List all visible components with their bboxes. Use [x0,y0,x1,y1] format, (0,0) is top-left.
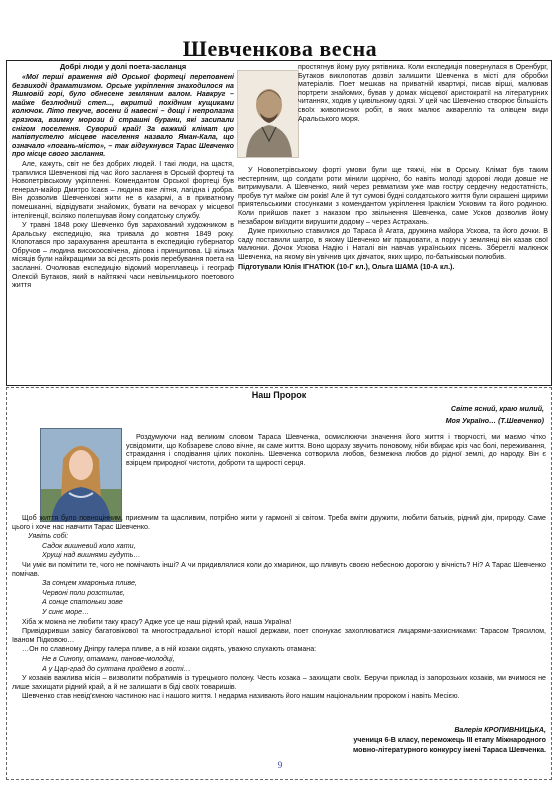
article1-right-column-top [238,63,548,124]
poem-line: Не в Синопу, отамани, панове-молодці, [42,654,175,663]
author-photo-image [40,428,122,522]
article2-paragraph: …Он по славному Дніпру галера пливе, а в ній козаки сидять, уважно слухають отамана: [22,645,317,654]
article2-paragraph: Щоб життя було повноцінним, приємним та щасливим, потрібно жити у гармонії зі світом. Треба вміти дружити, любити батьків, рідний дім, природу. Саме цього і хоче нас навчити Тарас Шевченко. [12,514,546,531]
article2-paragraph: Роздумуючи над великим словом Тараса Шевченка, осмислюючи значення його життя і творчості, ми маємо чітко усвідомити, що Кобзареве слово вічне, як саме життя. Воно щоразу звучить поновому, ніби вбирає кріз час болі, переживання, страждання і сподівання цілих поколінь. Шевченка сотворила любов, безмежна любов до рідної землі, до народу. Він є взірцем природної чистоти, доброти та щирості серця. [126,433,546,467]
article1-quote: «Мої перші враження від Орської фортеці переповнені безвиході драматизмом. Орське укріплення знаходилося на Яшмовій горі, було обнесене земляним валом. Навкруг – майже безлюдний степ..., вкритий похідним кущиками колючок. Літо пекуче, восени й навесні – дощі і непролазна грязюка, взимку морози й страшні бурани, які засипали снігом поселення. Суворий край! За важкий клімат цю напівпустелю місцеве населення назвало Яман-Кала, що означало «погань-місто», – так відгукнувся Тарас Шевченко про місце свого заслання. [12,73,234,159]
poem-line: У синє море… [42,607,90,616]
poem-line: За сонцем хмаронька пливе, [42,579,137,588]
article1-right-column [238,166,548,272]
article2-author-info: мовно-літературного конкурсу імені Тараса Шевченка. [353,746,546,754]
article2-paragraph: Привідкривши завісу багатовікової та многострадальної історії нашої держави, поет спонукає захоплюватися лицарями-захисниками: Тарасом Трясилом, Іваном Підковою… [12,627,546,644]
article2-epigraph-line1: Світе ясний, краю милий, [450,405,544,413]
article1-paragraph: Дуже прихильно ставилися до Тараса й Агата, дружина майора Ускова, та його дочки. В саду поставили шатро, в якому Шевченко міг працювати, а поруч у землянці він казав свої малюнки. Дочок Ускова Надію і Наталі він навчав українських пісень. Збереглі малюнок Шевченка, на якому він увічнив цих дівчаток, яких щиро, по-батьківськи полюбив. [238,227,548,261]
page-title: Шевченкова весна [182,36,378,61]
article2-intro [126,433,546,468]
article2-author-info: учениця 6-В класу, переможець ІІІ етапу Міжнародного [353,736,546,744]
article2-epigraph-line2: Моя Україно… (Т.Шевченко) [445,417,544,425]
article1-left-column [12,73,234,291]
page-number: 9 [277,760,283,770]
article2-heading: Наш Пророк [251,390,307,400]
poem-line: Садок вишневий коло хати, [42,541,136,550]
poem-line: А у Цар-град до султана проїдемо в гості… [42,664,191,673]
poem-line: Хрущі над вишнями гудуть… [42,551,141,560]
article1-credit: Підготували Юлія ІГНАТЮК (10-Г кл.), Ольга ШАМА (10-А кл.). [238,262,455,271]
article1-paragraph: простягнув йому руку рятівника. Коли експедиція повернулася в Оренбург, Бутаков виклопотав дозвіл залишити Шевченка в місті для обробки матеріалів. Поет мешкав на приватній квартирі, писав вірші, малював портрети знайомих, бував у домах місцевої аристократії на літературних читаннях, ходив у цивільному одязі. У цей час Шевченко створює більшість своїх живописних робіт, в яких малює акварелліо та олівцем види Аральського моря. [298,63,548,123]
article1-paragraph: У Новопетрівському форті умови були ще тяжчі, ніж в Орську. Клімат був таким нестерпним, що солдати роти мінили щорічно, бо навіть молоді здорові люди довше не витримували. А Шевченко, який через ревматизм уже мав гостру сердечну недостатність, пробув тут майже сім років! Але й тут сумові будні солдатського життя були скрашені щирими приятельськими стосунками з комендантом укріплення Іраклієм Усковим та його родиною. Коли прийшов пакет з наказом про звільнення Шевченка, саме Усков дозволив йому незабаром виїздити вирушити додому – через Астрахань. [238,166,548,226]
article2-paragraph: Хіба ж можна не любити таку красу? Адже усе це наш рідний край, наша Україна! [22,617,292,626]
poem-line: Червоні поли розстилає, [42,588,126,597]
article2-paragraph: У козаків важлива місія – визволити побратимів із турецького полону. Честь козака – захищати своїх. Беручи приклад із запорозьких козаків, ми вчимося не лише захищати рідний край, а й не залишати в біді своїх товаришів. [12,674,546,691]
poem-line: А сонце спатоньки зове [42,598,123,607]
article2-body [12,514,546,702]
article2-paragraph: Чи уміє ви помітити те, чого не помічають інші? А чи придивлялися коли до хмаринок, що пливуть своєю небесною дорогою у вічність? Ні? А Тарас Шевченко помічав. [12,560,546,578]
article2-imagine: Уявіть собі: [28,532,69,541]
article2-paragraph: Шевченко став невід'ємною частиною нас і нашого життя. І недарма називають його нашим національним пророком і навіть Месією. [22,692,460,701]
article1-paragraph: Але, кажуть, світ не без добрих людей. І такі люди, на щастя, трапилися Шевченкові під час його заслання в Орській фортеці та Новопетрівському укріпленні. Комендантом Орської фортеці був генерал-майор Дмитро Ісаєв – людина вже літня, лагідна і добра. Він дозволив Шевченкові жити не в казармі, а в приватному помешканні, відвідувати знайомих, бувати на вечорах у місцевої інтелігенції, всіляко полегшував йому солдатську службу. [12,159,234,220]
article1-heading: Добрі люди у долі поета-засланця [59,62,187,71]
article2-author: Валерія КРОПИВНИЦЬКА, [454,726,546,734]
article1-paragraph: У травні 1848 року Шевченко був зарахований художником в Аральську експедицію, яка тривала до жовтня 1849 року. Клопотався про зарахування арештанта в експедицію губернатор Обручов – людина високоосвічена, ділова і принципова. Ці кілька місяців були найкращими за всі десять років перебування поета на засланні. Очолював експедицію відомий мореплавець і географ Олексій Бутаков, який в найтяжчі часи невільницького поетового життя [12,221,234,290]
